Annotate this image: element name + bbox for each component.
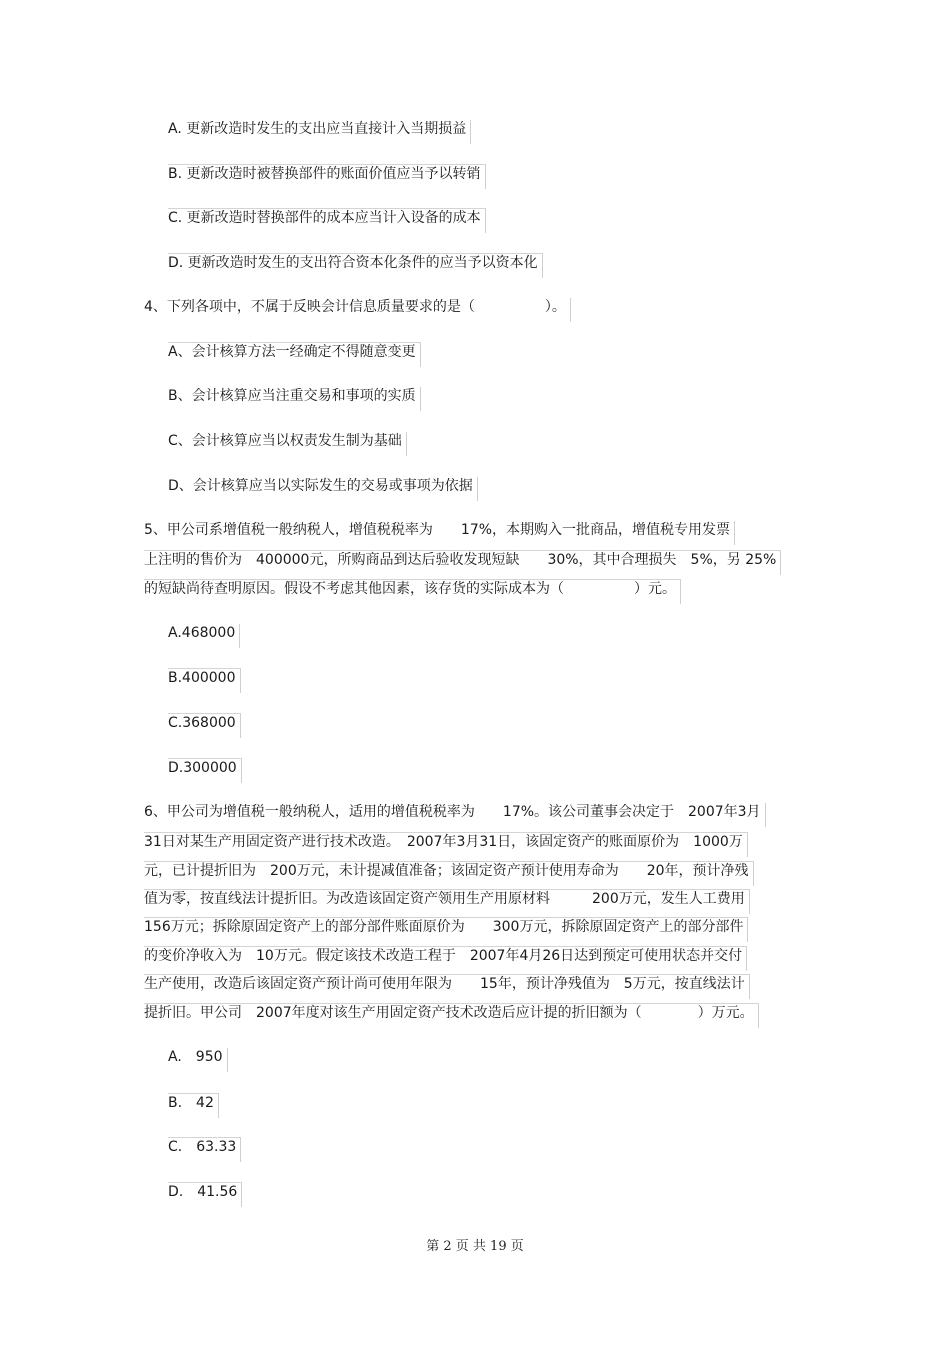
q5-option-d: D.300000 — [168, 758, 242, 783]
q6-option-b: B. 42 — [168, 1093, 219, 1118]
page-number: 第 2 页 共 19 页 — [426, 1239, 524, 1254]
q4-option-d: D、会计核算应当以实际发生的交易或事项为依据 — [168, 477, 478, 501]
q3-option-d: D. 更新改造时发生的支出符合资本化条件的应当予以资本化 — [168, 253, 543, 278]
q4-option-b: B、会计核算应当注重交易和事项的实质 — [168, 387, 421, 411]
q5-stem-line-1: 5、甲公司系增值税一般纳税人，增值税税率为 17%，本期购入一批商品，增值税专用发票 — [144, 521, 735, 545]
q6-stem-line-8: 提折旧。甲公司 2007年度对该生产用固定资产技术改造后应计提的折旧额为（ ）万元。 — [144, 1003, 759, 1028]
q6-stem-line-7: 生产使用，改造后该固定资产预计尚可使用年限为 15年，预计净残值为 5万元，按直线法计 — [144, 974, 750, 999]
q4-stem: 4、下列各项中，不属于反映会计信息质量要求的是（ ）。 — [144, 298, 571, 322]
q5-option-c: C.368000 — [168, 713, 241, 738]
q6-stem-line-4: 值为零，按直线法计提折旧。为改造该固定资产领用生产用原材料 200万元，发生人工费用 — [144, 889, 750, 914]
q3-option-b: B. 更新改造时被替换部件的账面价值应当予以转销 — [168, 164, 486, 189]
q4-option-c: C、会计核算应当以权责发生制为基础 — [168, 432, 407, 456]
q4-option-a: A、会计核算方法一经确定不得随意变更 — [168, 342, 421, 367]
q5-stem-line-3: 的短缺尚待查明原因。假设不考虑其他因素，该存货的实际成本为（ ）元。 — [144, 579, 681, 604]
q3-option-c: C. 更新改造时替换部件的成本应当计入设备的成本 — [168, 208, 486, 233]
q6-option-c: C. 63.33 — [168, 1137, 241, 1162]
q3-option-a: A. 更新改造时发生的支出应当直接计入当期损益 — [168, 120, 471, 144]
q6-stem-line-2: 31日对某生产用固定资产进行技术改造。 2007年3月31日，该固定资产的账面原价为 1000万 — [144, 832, 748, 857]
q6-option-a: A. 950 — [168, 1048, 228, 1072]
q6-stem-line-5: 156万元；拆除原固定资产上的部分部件账面原价为 300万元，拆除原固定资产上的部分部件 — [144, 917, 748, 942]
q5-stem-line-2: 上注明的售价为 400000元，所购商品到达后验收发现短缺 30%，其中合理损失 5%，另 25% — [144, 550, 781, 575]
q6-stem-line-6: 的变价净收入为 10万元。假定该技术改造工程于 2007年4月26日达到预定可使用状态并交付 — [144, 946, 747, 971]
q6-option-d: D. 41.56 — [168, 1182, 242, 1207]
q5-option-a: A.468000 — [168, 624, 240, 648]
q6-stem-line-1: 6、甲公司为增值税一般纳税人，适用的增值税税率为 17%。该公司董事会决定于 2007年3月 — [144, 803, 766, 827]
q5-option-b: B.400000 — [168, 668, 241, 693]
q6-stem-line-3: 元，已计提折旧为 200万元，未计提减值准备；该固定资产预计使用寿命为 20年，预计净残 — [144, 861, 754, 886]
